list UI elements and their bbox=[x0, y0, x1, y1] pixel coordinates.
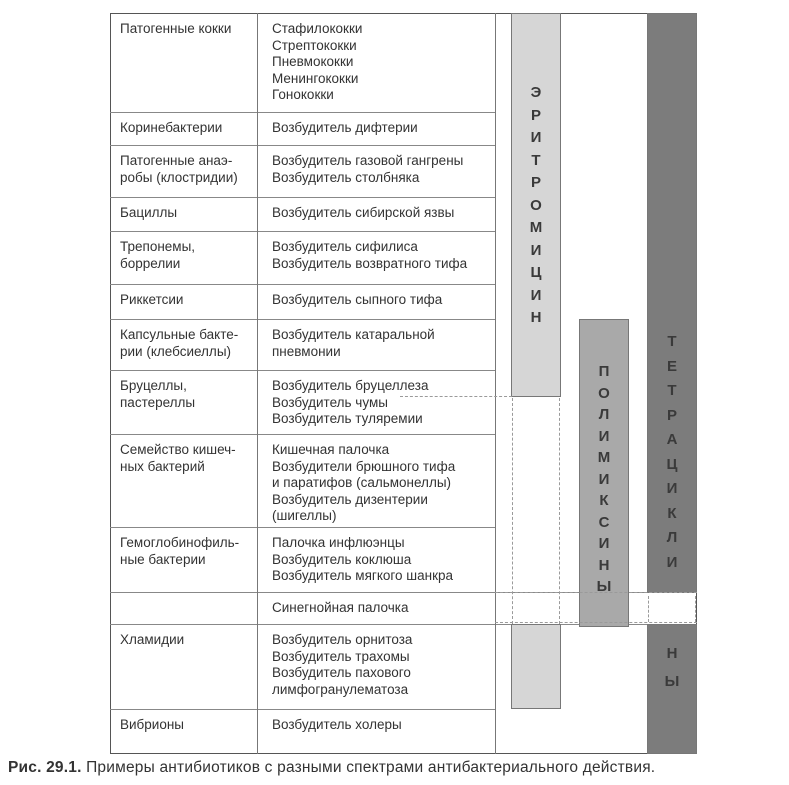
caption-text: Примеры антибиотиков с разными спектрами антибактериального действия. bbox=[81, 759, 656, 776]
organism-cell: Возбудитель дифтерии bbox=[272, 120, 418, 135]
bar-letter: А bbox=[666, 431, 678, 448]
bar-letter: И bbox=[530, 286, 542, 304]
group-cell: Бруцеллы, пастереллы bbox=[120, 378, 196, 410]
bar-letter: Т bbox=[667, 333, 677, 350]
organism-cell: Возбудитель катаральной пневмонии bbox=[272, 327, 435, 359]
group-cell: Капсульные бакте- рии (клебсиеллы) bbox=[120, 327, 239, 359]
bar-letter: Т bbox=[667, 382, 677, 399]
row-divider bbox=[110, 284, 495, 285]
group-cell: Семейство кишеч- ных бактерий bbox=[120, 442, 236, 474]
row-divider bbox=[110, 112, 495, 113]
erythromycin-dashed-left bbox=[512, 398, 513, 624]
erythromycin-label bbox=[511, 82, 561, 330]
bar-letter: М bbox=[529, 219, 543, 236]
bar-letter: И bbox=[598, 427, 610, 445]
organism-cell: Кишечная палочка Возбудители брюшного тифа и паратифов (сальмонеллы) Возбудитель дизентерии (шигеллы) bbox=[272, 442, 456, 523]
group-cell: Бациллы bbox=[120, 205, 178, 220]
organism-cell: Возбудитель сибирской язвы bbox=[272, 205, 455, 220]
organism-cell: Стафилококки Стрептококки Пневмококки Менингококки Гонококки bbox=[272, 21, 363, 102]
group-cell: Риккетсии bbox=[120, 292, 184, 307]
group-cell: Трепонемы, боррелии bbox=[120, 239, 196, 271]
organism-cell: Возбудитель газовой гангрены Возбудитель столбняка bbox=[272, 153, 464, 185]
bar-letter: Н bbox=[598, 556, 610, 574]
column-divider-2 bbox=[495, 13, 496, 754]
bar-letter: Н bbox=[530, 309, 542, 326]
figure-caption bbox=[8, 759, 655, 777]
row-divider bbox=[110, 319, 495, 320]
bar-letter: Ц bbox=[666, 455, 678, 473]
row-divider bbox=[110, 709, 495, 710]
bar-letter: Л bbox=[666, 529, 678, 546]
group-cell: Хламидии bbox=[120, 632, 185, 647]
organism-cell: Возбудитель орнитоза Возбудитель трахомы Возбудитель пахового лимфогранулематоза bbox=[272, 632, 413, 697]
group-cell: Патогенные кокки bbox=[120, 21, 232, 36]
bar-letter: И bbox=[666, 553, 678, 571]
polymyxin-label bbox=[579, 361, 629, 598]
bar-letter: Е bbox=[666, 357, 677, 375]
row-divider bbox=[110, 231, 495, 232]
group-cell: Вибрионы bbox=[120, 717, 184, 732]
bar-letter: Ы bbox=[596, 578, 612, 595]
bar-letter: С bbox=[598, 513, 610, 531]
bar-letter: Р bbox=[530, 174, 541, 191]
pseudomonas-dashed-top bbox=[495, 592, 697, 593]
row-divider bbox=[110, 197, 495, 198]
bar-letter: Р bbox=[666, 406, 677, 424]
group-cell: Гемоглобинофиль- ные бактерии bbox=[120, 535, 240, 567]
bar-letter: И bbox=[598, 535, 610, 552]
column-divider-1 bbox=[257, 13, 258, 754]
bar-letter: И bbox=[530, 241, 542, 259]
organism-cell: Возбудитель холеры bbox=[272, 717, 402, 732]
caption-label: Рис. 29.1. bbox=[8, 759, 82, 776]
erythromycin-bar-chlamydia-segment bbox=[511, 624, 561, 709]
bar-letter: И bbox=[666, 480, 678, 497]
bar-letter: Ы bbox=[664, 673, 680, 690]
erythromycin-dashed-right bbox=[559, 398, 560, 624]
tetracycline-dashed-right bbox=[695, 596, 696, 622]
bar-letter: Л bbox=[598, 406, 610, 423]
bar-letter: П bbox=[598, 363, 610, 380]
organism-cell: Возбудитель сифилиса Возбудитель возвратного тифа bbox=[272, 239, 468, 271]
organism-cell: Возбудитель сыпного тифа bbox=[272, 292, 443, 307]
bar-letter: Р bbox=[530, 106, 541, 124]
bar-letter: Э bbox=[530, 84, 542, 101]
organism-cell: Палочка инфлюэнцы Возбудитель коклюша Возбудитель мягкого шанкра bbox=[272, 535, 453, 583]
bar-letter: К bbox=[667, 504, 677, 522]
bar-letter: И bbox=[598, 470, 610, 488]
organism-cell: Синегнойная палочка bbox=[272, 600, 409, 615]
row-divider bbox=[110, 145, 495, 146]
bar-letter: Т bbox=[531, 151, 541, 169]
row-divider bbox=[110, 434, 495, 435]
bar-letter: Ц bbox=[530, 264, 542, 281]
group-cell: Патогенные анаэ- робы (клостридии) bbox=[120, 153, 238, 185]
bar-letter: И bbox=[530, 129, 542, 146]
organism-cell: Возбудитель бруцеллеза Возбудитель чумы Возбудитель туляремии bbox=[272, 378, 429, 426]
bar-letter: Н bbox=[666, 645, 678, 662]
row-divider bbox=[110, 527, 495, 528]
tetracycline-dashed-left bbox=[648, 596, 649, 622]
row-divider bbox=[110, 370, 495, 371]
group-cell: Коринебактерии bbox=[120, 120, 223, 135]
bar-letter: М bbox=[597, 449, 611, 466]
bar-letter: О bbox=[598, 384, 610, 402]
tetracycline-label-bottom bbox=[647, 640, 697, 696]
tetracycline-label-top bbox=[647, 330, 697, 575]
erythromycin-dashed-top bbox=[400, 396, 512, 397]
bar-letter: К bbox=[599, 492, 609, 509]
bar-letter: О bbox=[530, 196, 542, 214]
pseudomonas-dashed-bottom bbox=[495, 622, 697, 623]
